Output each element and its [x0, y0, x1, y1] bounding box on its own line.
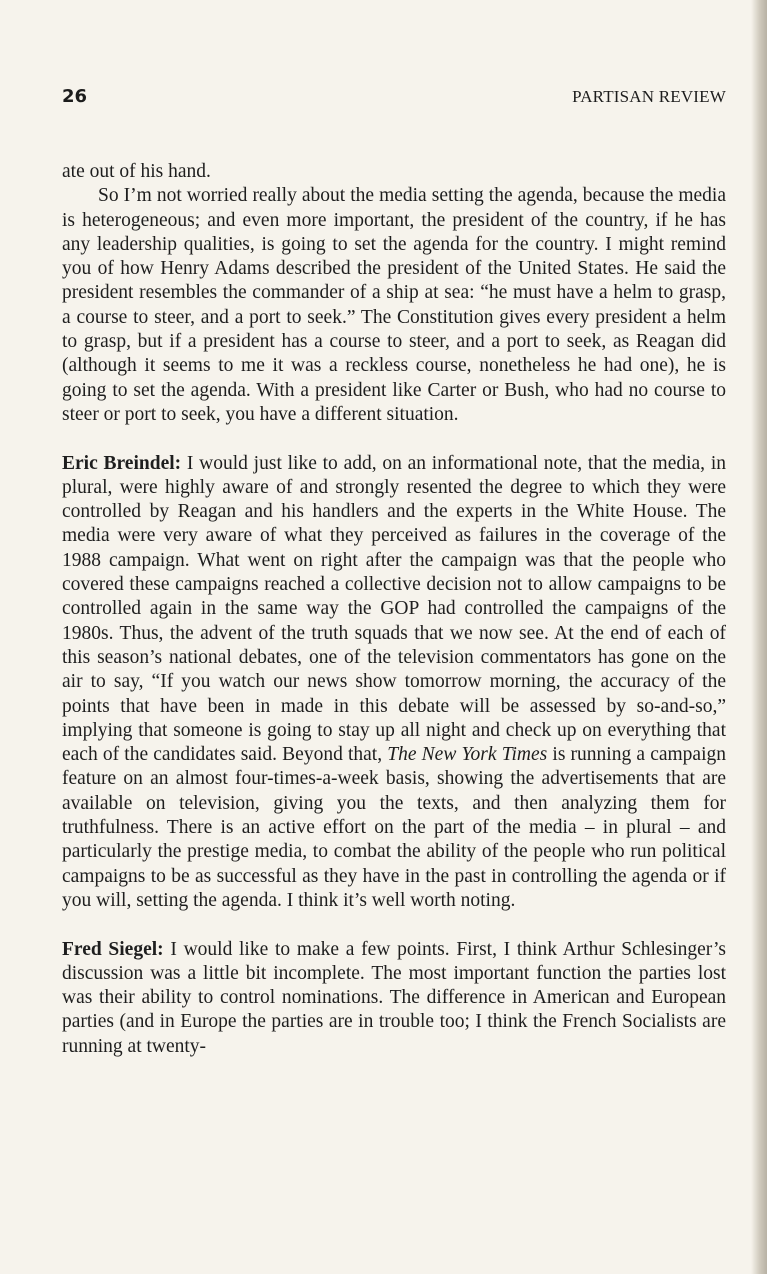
speaker-name: Fred Siegel: [62, 938, 164, 960]
paragraph-breindel [62, 452, 726, 914]
paragraph-text: I would just like to add, on an informational note, that the media, in plural, were highly aware of and strongly resented the degree to which they were controlled by Reagan and his handlers and the experts in the White House. The media were very aware of what they perceived as failures in the coverage of the 1988 campaign. What went on right after the campaign was that the people who covered these campaigns reached a collective decision not to allow campaigns to be controlled again in the same way the GOP had controlled the campaigns of the 1980s. Thus, the advent of the truth squads that we now see. At the end of each of this season’s national debates, one of the television commentators has gone on the air to say, “If you watch our news show tomorrow morning, the accuracy of the points that have been in made in this debate will be assessed by so-and-so,” implying that someone is going to stay up all night and check up on everything that each of the candidates said. Beyond that, [62, 452, 726, 766]
page-edge-shadow [751, 0, 767, 1274]
paragraph-text: I would like to make a few points. First, I think Arthur Schlesinger’s discussion was a little bit incomplete. The most important function the parties lost was their ability to control nominations. The difference in American and European parties (and in Europe the parties are in trouble too; I think the French Socialists are running at twenty- [62, 938, 726, 1057]
paragraph-text: is running a campaign feature on an almost four-times-a-week basis, showing the advertisements that are available on television, giving you the texts, and then analyzing them for truthfulness. There is an active effort on the part of the media – in plural – and particularly the prestige media, to combat the ability of the people who run political campaigns to be as successful as they have in the past in controlling the agenda or if you will, setting the agenda. I think it’s well worth noting. [62, 744, 727, 911]
paragraph-continuation: ate out of his hand. [62, 161, 211, 182]
page-number: 26 [62, 86, 88, 107]
paragraph-schlesinger: So I’m not worried really about the media setting the agenda, because the media is heterogeneous; and even more important, the president of the country, if he has any leadership qualities, is going to set the agenda for the country. I might remind you of how Henry Adams described the president of the United States. He said the president resembles the commander of a ship at sea: “he must have a helm to grasp, a course to steer, and a port to seek.” The Constitution gives every president a helm to grasp, but if a president has a course to steer, and a port to seek, as Reagan did (although it seems to me it was a reckless course, nonetheless he had one), he is going to set the agenda. With a president like Carter or Bush, who had no course to steer or port to seek, you have a different situation. [62, 185, 726, 425]
running-head: PARTISAN REVIEW [572, 87, 726, 106]
paragraph-siegel [62, 938, 726, 1059]
speaker-name: Eric Breindel: [62, 452, 182, 474]
page-header [62, 86, 726, 110]
body-text [62, 160, 726, 1059]
italic-title: The New York Times [387, 744, 548, 766]
